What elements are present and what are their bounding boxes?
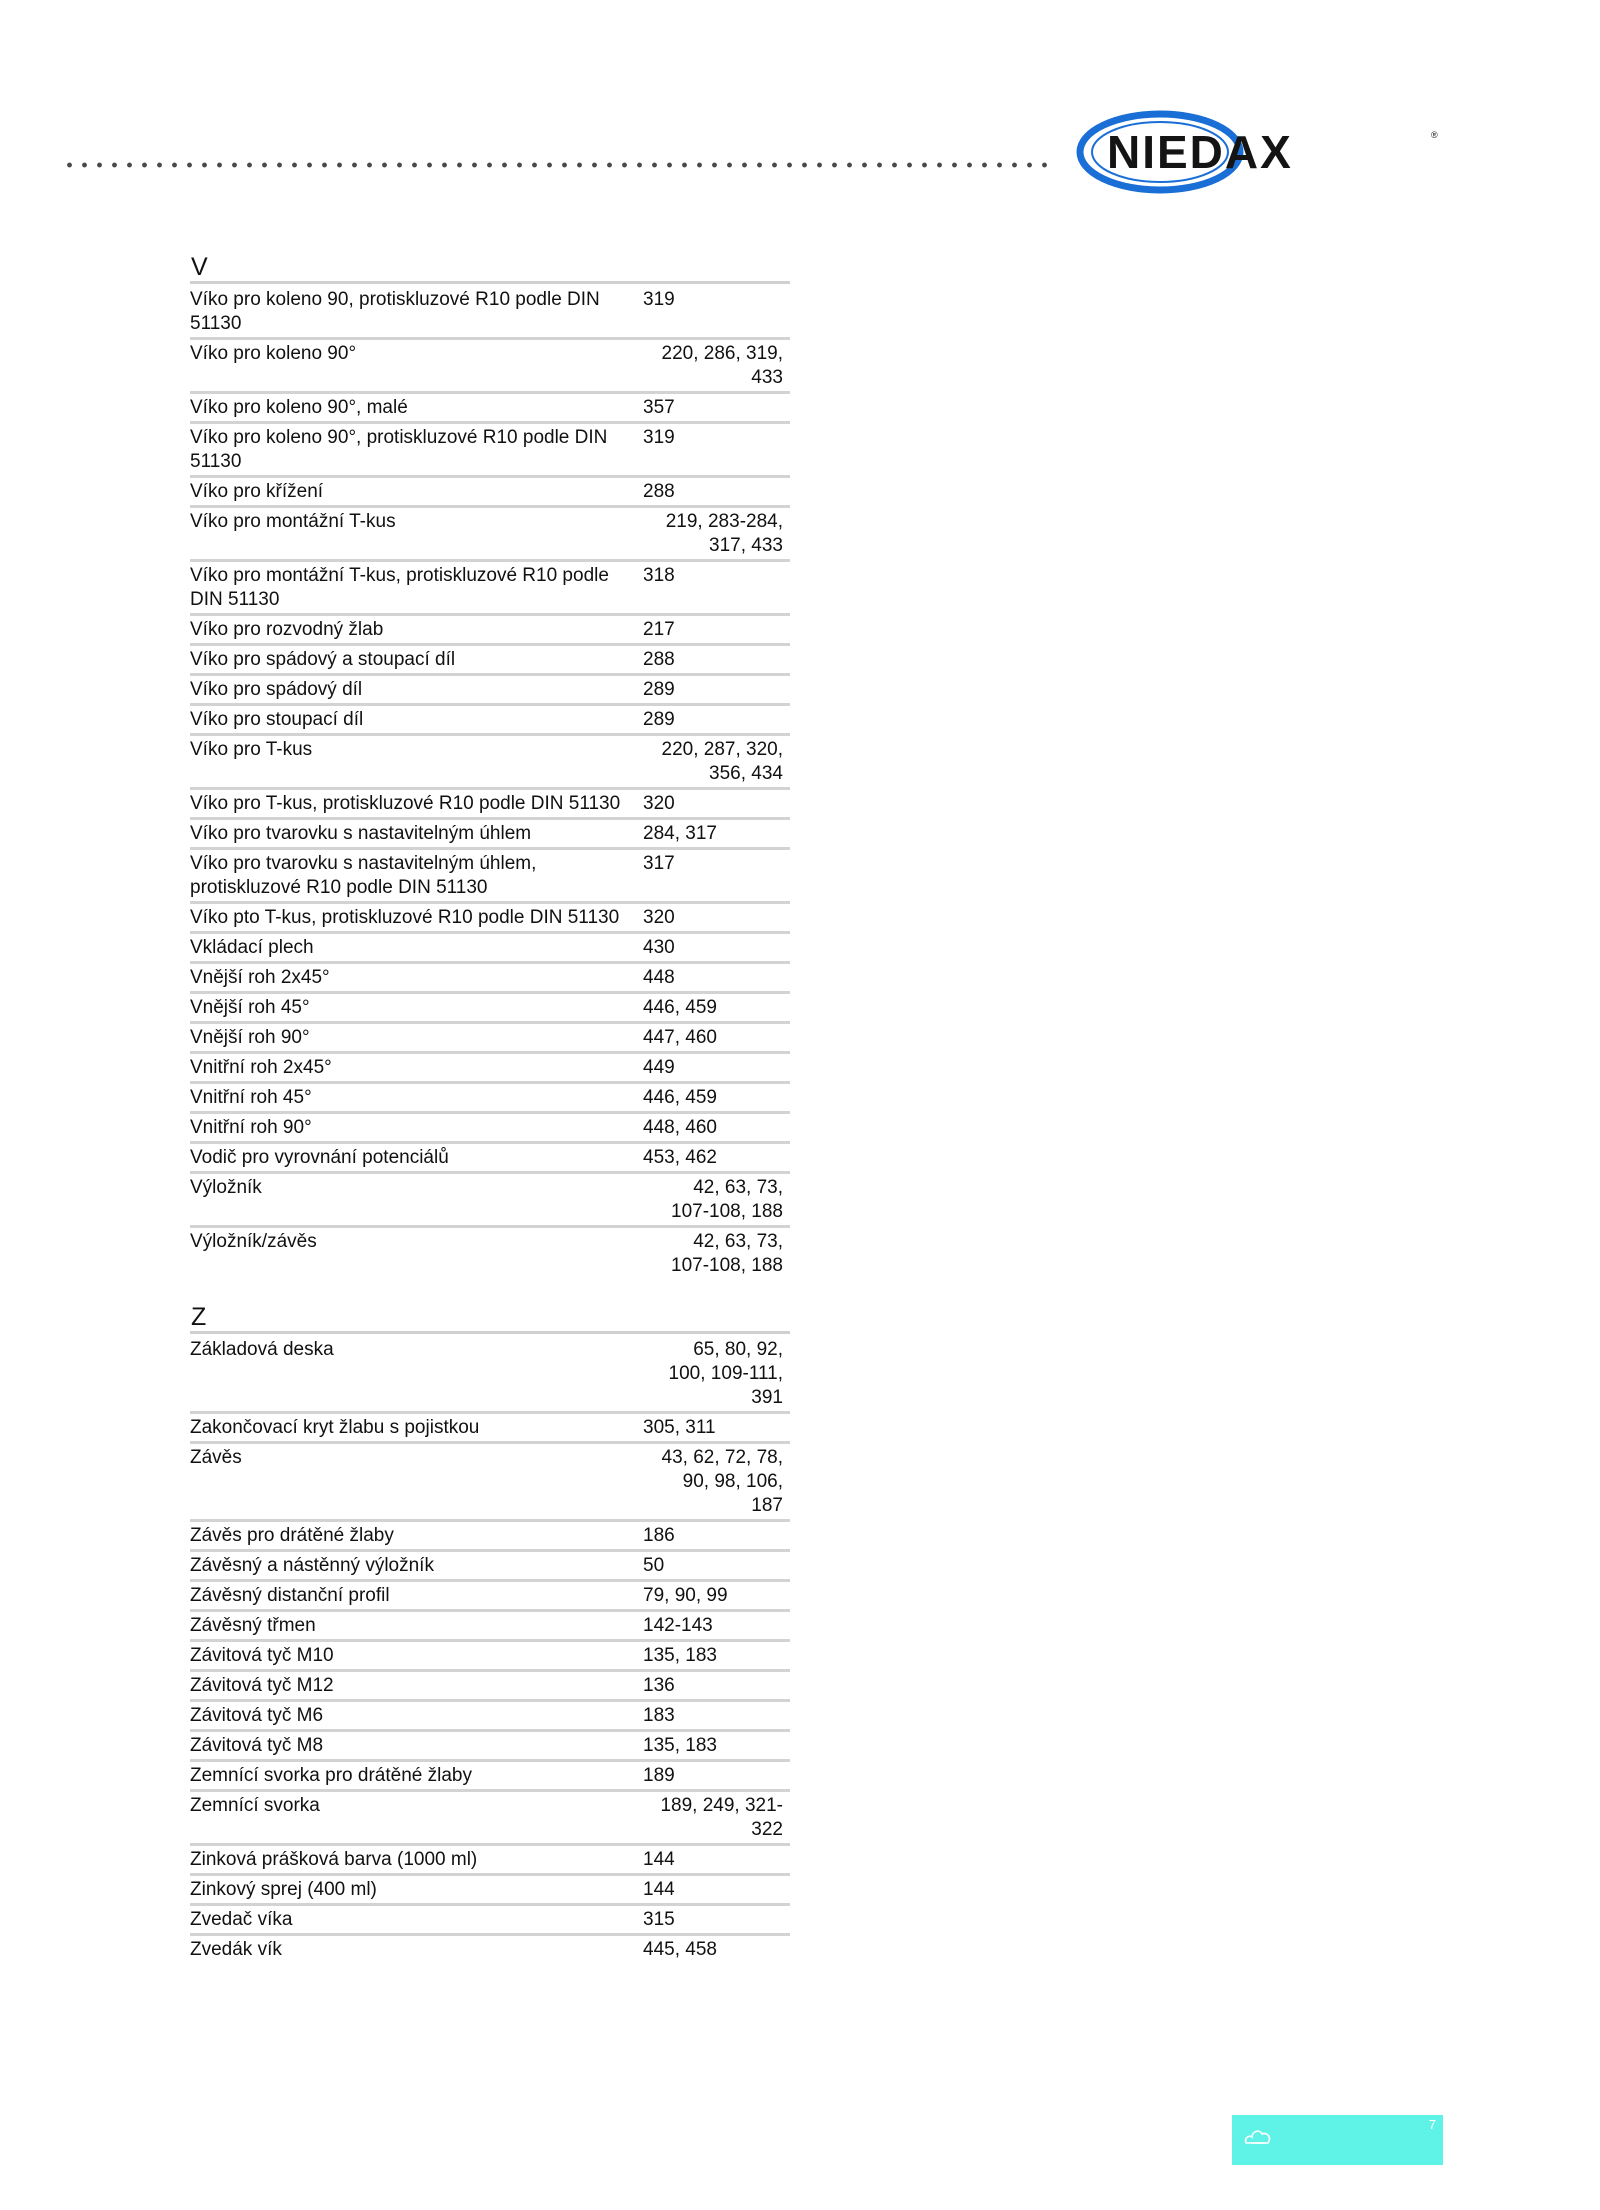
entry-term: Základová deska [190,1339,334,1360]
entry-term: Výložník [190,1177,262,1198]
entry-term: Závěsný a nástěnný výložník [190,1555,434,1576]
entry-term: Závěsný distanční profil [190,1585,390,1606]
index-entry [190,790,790,820]
entry-pages: 448, 460 [643,1117,717,1138]
index-entry [190,1522,790,1552]
entry-term: Víko pro montážní T-kus [190,511,396,532]
entry-term: Víko pto T-kus, protiskluzové R10 podle DIN 51130 [190,907,620,928]
entry-pages: 319 [643,289,675,310]
entry-term: Vnější roh 2x45° [190,967,330,988]
entry-pages: 43, 62, 72, 78, 90, 98, 106, 187 [661,1447,783,1516]
entry-term: Víko pro koleno 90°, malé [190,397,408,418]
index-entry [190,1084,790,1114]
index-entry [190,1906,790,1936]
svg-text:NIEDAX: NIEDAX [1107,126,1293,178]
index-entry [190,1762,790,1792]
entry-term: Víko pro koleno 90° [190,343,357,364]
index-entry [190,286,790,340]
entry-term: Vnější roh 45° [190,997,310,1018]
section-letter: V [190,253,790,284]
index-entry [190,646,790,676]
entry-term: Zakončovací kryt žlabu s pojistkou [190,1417,480,1438]
svg-text:®: ® [1431,130,1438,140]
entry-pages: 315 [643,1909,675,1930]
index-entry [190,1336,790,1414]
entry-pages: 144 [643,1879,675,1900]
index-entry [190,1552,790,1582]
niedax-logo [1075,108,1445,196]
index-entry [190,1642,790,1672]
entry-term: Víko pro spádový díl [190,679,363,700]
index-entry [190,706,790,736]
entry-pages: 284, 317 [643,823,717,844]
cloud-hand-icon [1242,2121,1274,2149]
index-entry [190,994,790,1024]
dotted-rule [62,160,1052,170]
entry-term: Výložník/závěs [190,1231,317,1252]
entry-pages: 220, 286, 319, 433 [661,343,783,388]
entry-pages: 288 [643,649,675,670]
entry-term: Zemnící svorka [190,1795,320,1816]
entry-pages: 447, 460 [643,1027,717,1048]
index-entry [190,1732,790,1762]
index-entry [190,676,790,706]
entry-pages: 305, 311 [643,1417,716,1438]
index-entry [190,1414,790,1444]
entry-pages: 319 [643,427,675,448]
index-entry [190,1936,790,1963]
entry-pages: 289 [643,709,675,730]
entry-pages: 65, 80, 92, 100, 109-111, 391 [668,1339,783,1408]
index-entry [190,1054,790,1084]
page-number: 7 [1428,2117,1436,2132]
entry-pages: 42, 63, 73, 107-108, 188 [671,1231,783,1276]
index-entry [190,616,790,646]
entry-pages: 430 [643,937,675,958]
index-entry [190,1444,790,1522]
index-entry [190,394,790,424]
entry-pages: 357 [643,397,675,418]
entry-term: Víko pro křížení [190,481,324,502]
index-section [190,253,790,1279]
entry-pages: 220, 287, 320, 356, 434 [661,739,783,784]
entry-term: Závěsný třmen [190,1615,316,1636]
index-entry [190,1876,790,1906]
entry-pages: 183 [643,1705,675,1726]
index-entry [190,1792,790,1846]
entry-term: Víko pro stoupací díl [190,709,364,730]
entry-pages: 135, 183 [643,1645,717,1666]
entry-pages: 446, 459 [643,1087,717,1108]
index-entry [190,820,790,850]
index-entry [190,1228,790,1279]
entry-term: Závitová tyč M10 [190,1645,334,1666]
entry-pages: 449 [643,1057,675,1078]
entry-term: Víko pro montážní T-kus, protiskluzové R10 podle DIN 51130 [190,565,609,610]
entry-pages: 320 [643,793,675,814]
entry-pages: 189 [643,1765,675,1786]
entry-pages: 136 [643,1675,675,1696]
index-content [190,253,790,1963]
entry-pages: 144 [643,1849,675,1870]
entry-pages: 289 [643,679,675,700]
index-entry [190,1702,790,1732]
index-entry [190,1672,790,1702]
index-entry [190,736,790,790]
entry-pages: 79, 90, 99 [643,1585,728,1606]
entry-pages: 50 [643,1555,665,1576]
index-entry [190,850,790,904]
entry-pages: 288 [643,481,675,502]
section-letter: Z [190,1303,790,1334]
entry-pages: 189, 249, 321- 322 [660,1795,783,1840]
entry-pages: 135, 183 [643,1735,717,1756]
entry-term: Vnitřní roh 45° [190,1087,312,1108]
entry-term: Víko pro spádový a stoupací díl [190,649,456,670]
entry-pages: 317 [643,853,675,874]
entry-term: Závitová tyč M12 [190,1675,334,1696]
entry-pages: 142-143 [643,1615,713,1636]
entry-pages: 320 [643,907,675,928]
entry-pages: 445, 458 [643,1939,717,1960]
entry-term: Víko pro koleno 90°, protiskluzové R10 podle DIN 51130 [190,427,608,472]
entry-term: Zinková prášková barva (1000 ml) [190,1849,478,1870]
entry-term: Vodič pro vyrovnání potenciálů [190,1147,449,1168]
index-entry [190,562,790,616]
entry-term: Zvedač víka [190,1909,293,1930]
entry-pages: 448 [643,967,675,988]
index-entry [190,340,790,394]
entry-term: Zvedák vík [190,1939,282,1960]
entry-term: Víko pro tvarovku s nastavitelným úhlem, protiskluzové R10 podle DIN 51130 [190,853,537,898]
entry-term: Závitová tyč M6 [190,1705,324,1726]
index-entry [190,1024,790,1054]
entry-term: Víko pro tvarovku s nastavitelným úhlem [190,823,532,844]
entry-term: Vnější roh 90° [190,1027,310,1048]
entry-term: Vnitřní roh 90° [190,1117,312,1138]
index-entry [190,1144,790,1174]
index-entry [190,508,790,562]
entry-term: Závěs [190,1447,242,1468]
index-entry [190,964,790,994]
index-entry [190,424,790,478]
index-entry [190,1114,790,1144]
entry-pages: 217 [643,619,675,640]
footer-page-badge [1232,2115,1443,2165]
entry-term: Víko pro T-kus, protiskluzové R10 podle DIN 51130 [190,793,621,814]
entry-term: Víko pro T-kus [190,739,313,760]
entry-term: Vnitřní roh 2x45° [190,1057,332,1078]
index-entry [190,1612,790,1642]
entry-term: Závitová tyč M8 [190,1735,324,1756]
entry-term: Závěs pro drátěné žlaby [190,1525,394,1546]
entry-pages: 453, 462 [643,1147,717,1168]
entry-pages: 219, 283-284, 317, 433 [665,511,783,556]
index-section [190,1303,790,1963]
entry-pages: 446, 459 [643,997,717,1018]
entry-term: Zemnící svorka pro drátěné žlaby [190,1765,472,1786]
index-entry [190,1846,790,1876]
entry-term: Zinkový sprej (400 ml) [190,1879,377,1900]
entry-term: Víko pro koleno 90, protiskluzové R10 podle DIN 51130 [190,289,600,334]
index-entry [190,1582,790,1612]
entry-pages: 318 [643,565,675,586]
entry-pages: 42, 63, 73, 107-108, 188 [671,1177,783,1222]
entry-term: Vkládací plech [190,937,314,958]
index-entry [190,1174,790,1228]
index-entry [190,478,790,508]
entry-pages: 186 [643,1525,675,1546]
entry-term: Víko pro rozvodný žlab [190,619,384,640]
index-entry [190,904,790,934]
index-entry [190,934,790,964]
